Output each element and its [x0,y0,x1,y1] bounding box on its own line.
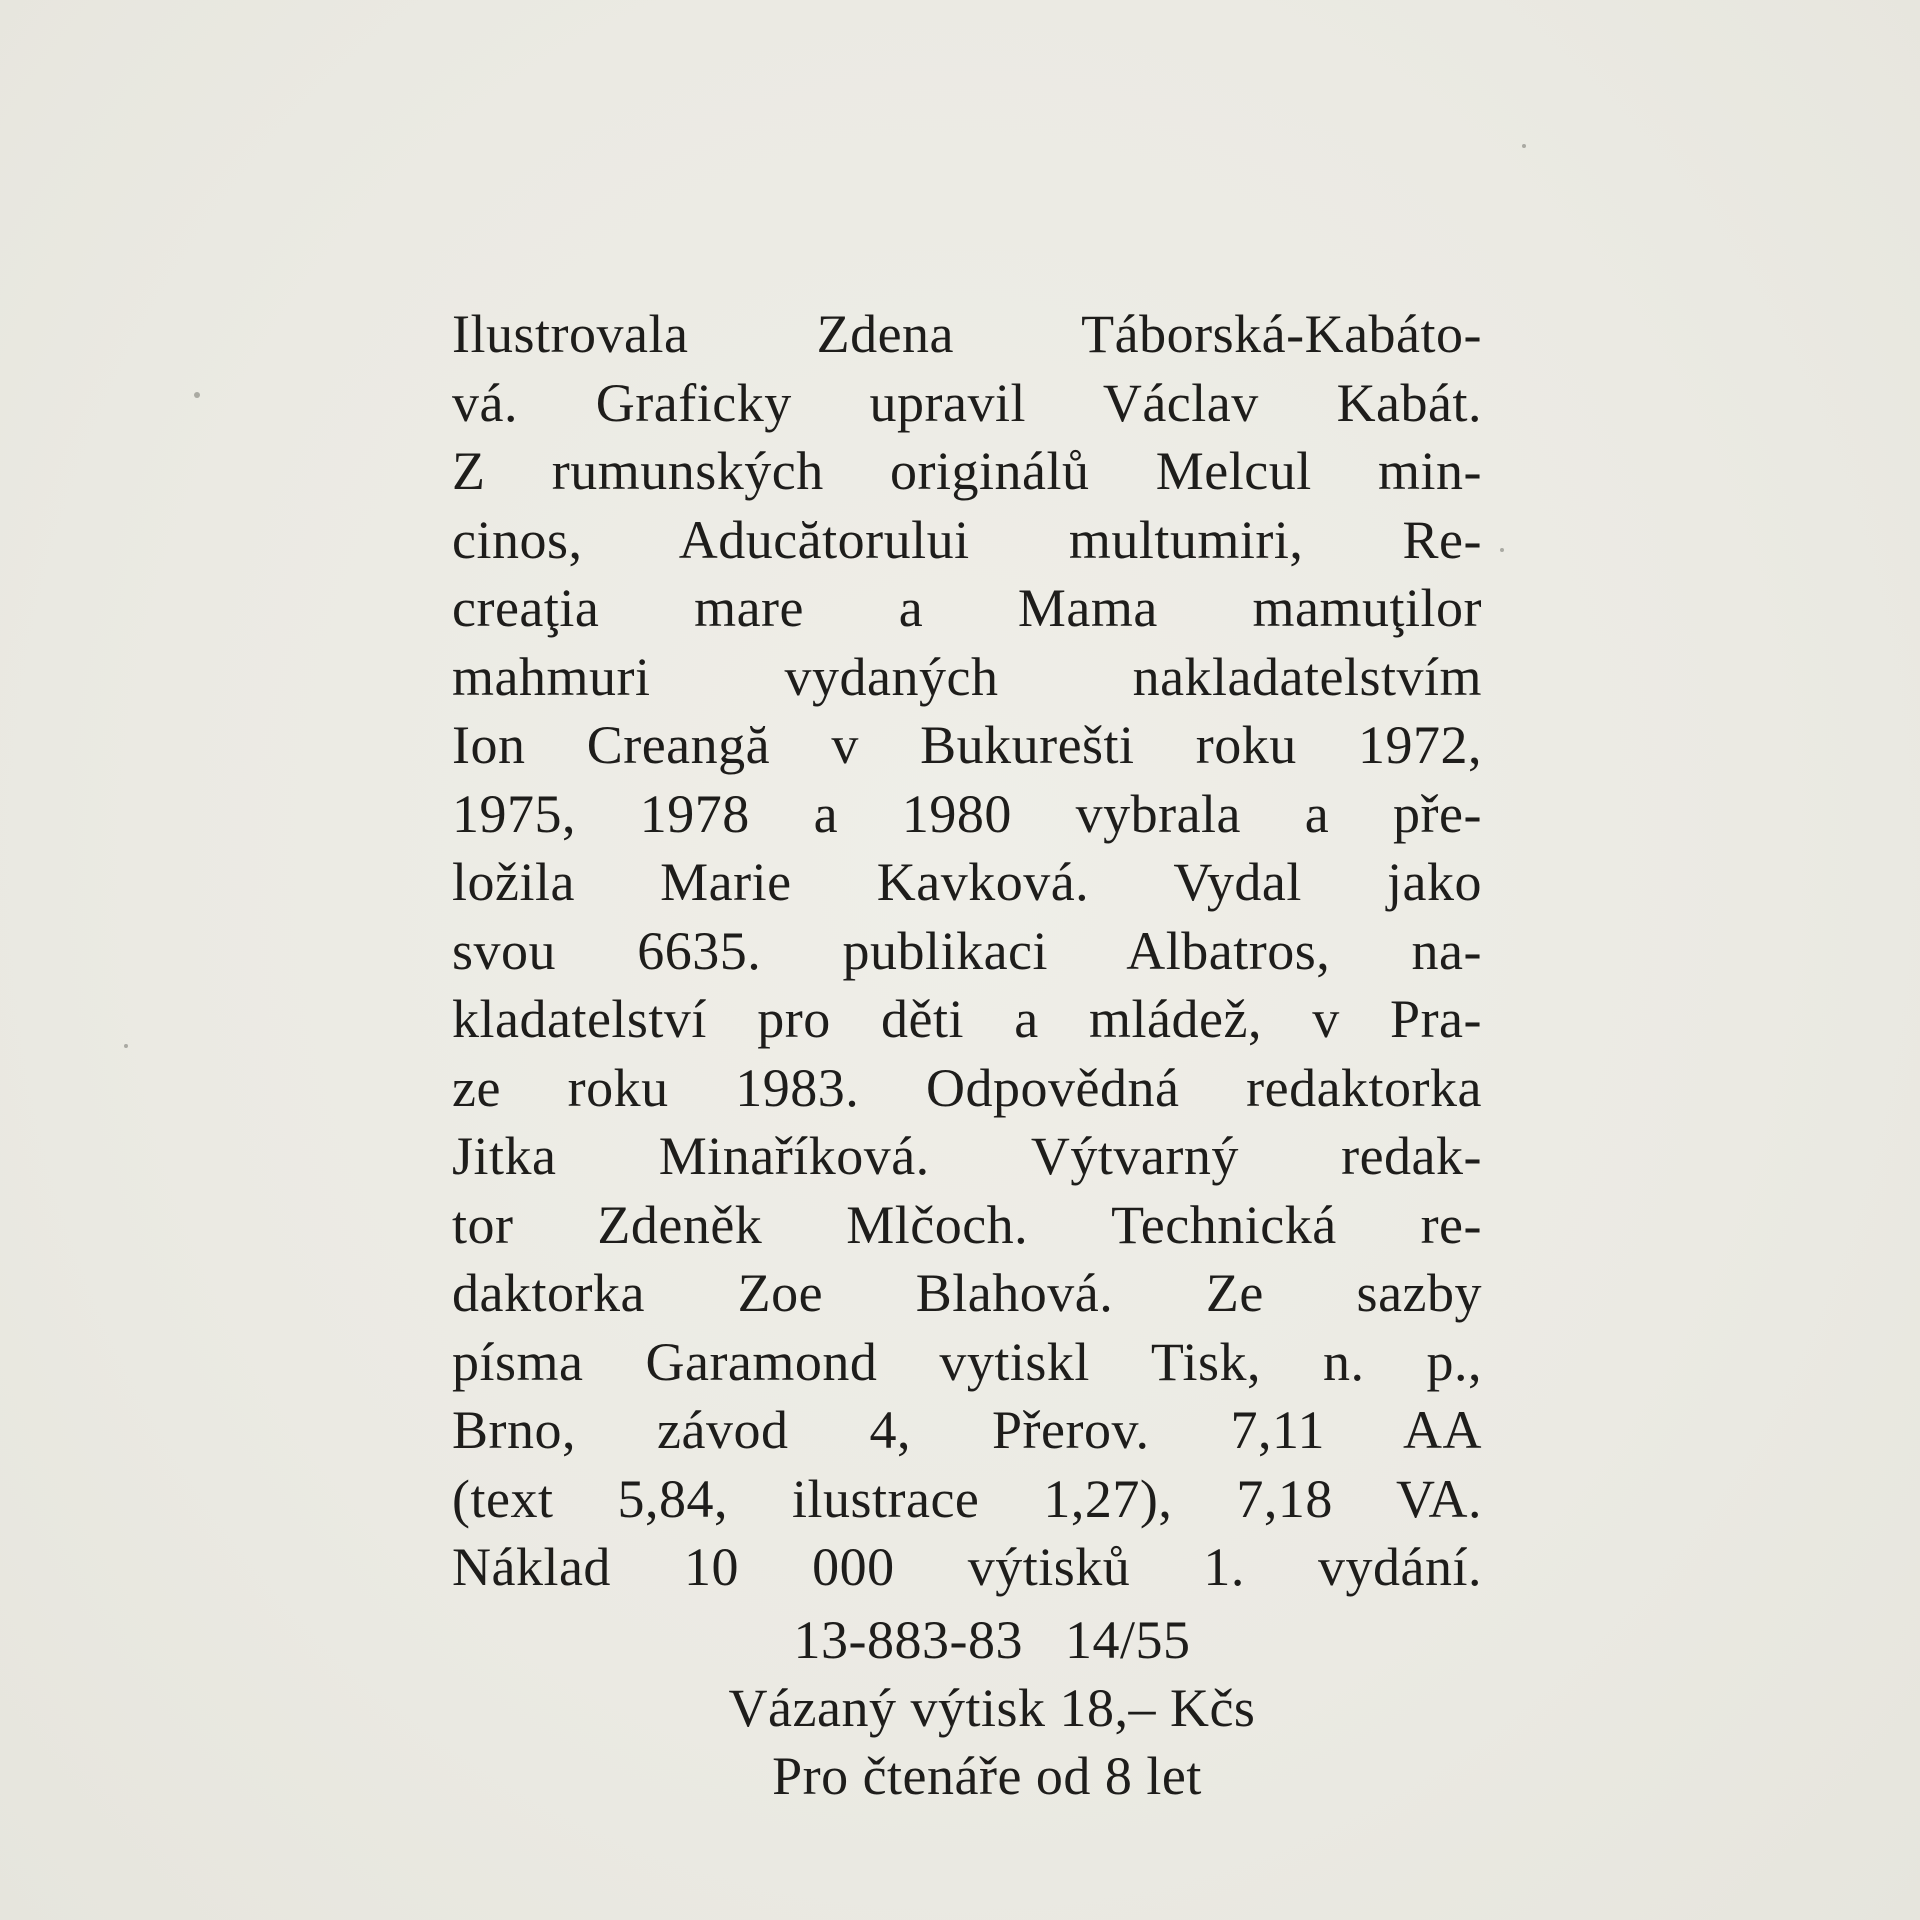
paper-speck [194,392,200,398]
colophon-line: písma Garamond vytiskl Tisk, n. p., [452,1331,1482,1392]
colophon-line: Ilustrovala Zdena Táborská-Kabáto- [452,304,1482,364]
colophon-line: creaţia mare a Mama mamuţilor [452,578,1482,638]
colophon-line: Jitka Minaříková. Výtvarný redak- [452,1126,1482,1186]
colophon-line: daktorka Zoe Blahová. Ze sazby [452,1263,1482,1323]
colophon-line: Náklad 10 000 výtisků 1. vydání. [452,1537,1482,1597]
colophon-line: (text 5,84, ilustrace 1,27), 7,18 VA. [452,1468,1482,1529]
paper-speck [124,1044,128,1048]
colophon-line: vá. Graficky upravil Václav Kabát. [452,372,1482,433]
colophon-line: 1975, 1978 a 1980 vybrala a pře- [452,783,1482,844]
publication-details [452,1606,1492,1810]
colophon-line: mahmuri vydaných nakladatelstvím [452,646,1482,707]
colophon-line: Ion Creangă v Bukurešti roku 1972, [452,715,1482,775]
colophon-line: tor Zdeněk Mlčoch. Technická re- [452,1194,1482,1255]
colophon-line: Brno, závod 4, Přerov. 7,11 AA [452,1400,1482,1460]
paper-speck [1500,548,1504,552]
colophon-line: ložila Marie Kavková. Vydal jako [452,852,1482,912]
colophon-line: cinos, Aducătorului multumiri, Re- [452,509,1482,570]
colophon-line: svou 6635. publikaci Albatros, na- [452,920,1482,981]
age-recommendation: Pro čtenáře od 8 let [772,1745,1202,1806]
price-line: Vázaný výtisk 18,– Kčs [728,1677,1256,1738]
colophon-paragraph [452,300,1482,1602]
publication-code: 13-883-83 14/55 [793,1609,1191,1670]
colophon-line: Z rumunských originálů Melcul min- [452,441,1482,501]
colophon-text-block [452,300,1482,1810]
colophon-line: ze roku 1983. Odpovědná redaktorka [452,1057,1482,1118]
colophon-line: kladatelství pro děti a mládež, v Pra- [452,989,1482,1049]
paper-speck [1522,144,1526,148]
